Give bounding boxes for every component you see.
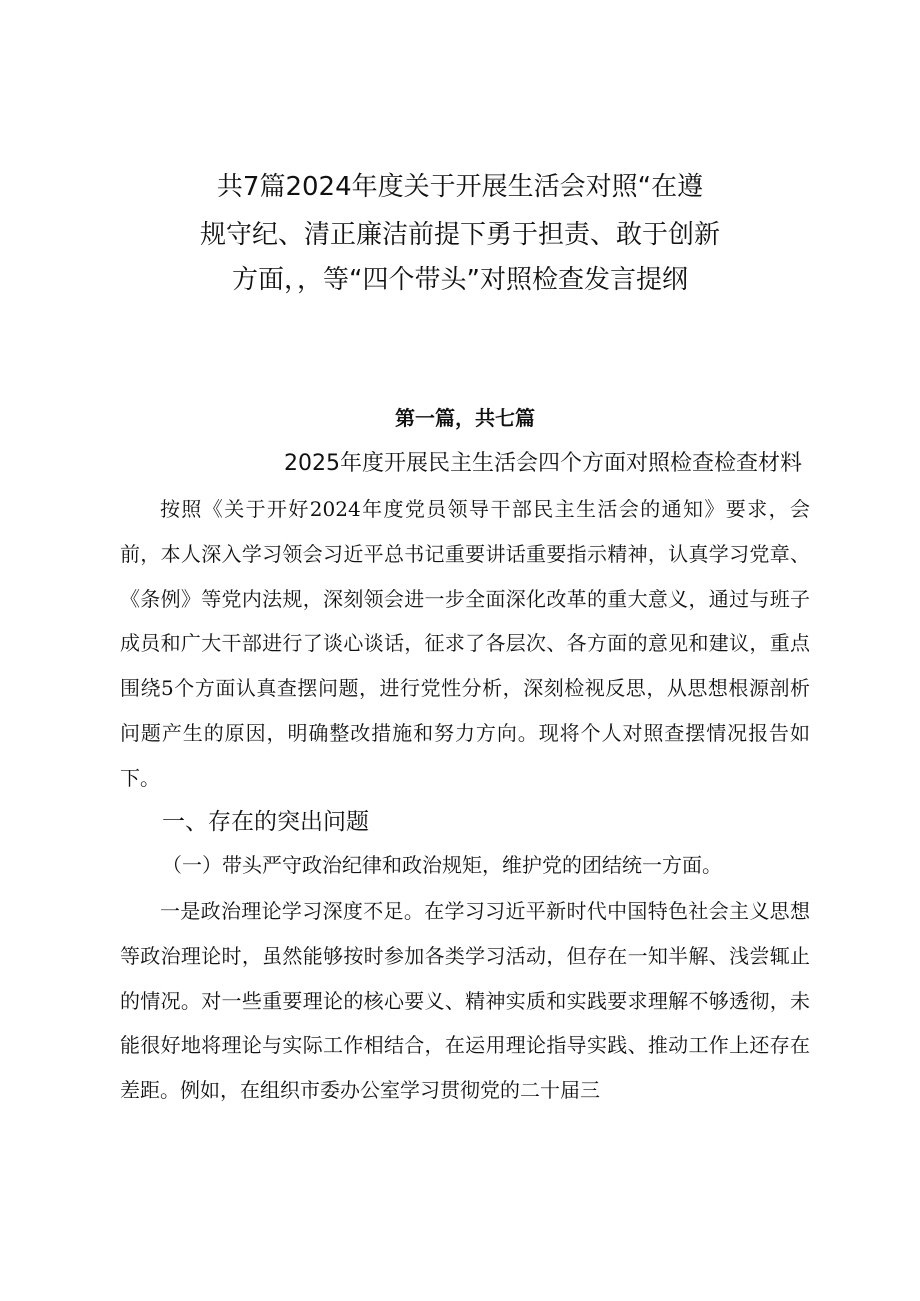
document-title-line-1: 共7篇2024年度关于开展生活会对照“在遵 [216,172,704,202]
document-title-line-3: 方面，，等“四个带头”对照检查发言提纲 [232,265,688,295]
section-heading: 一、存在的突出问题 [162,809,369,835]
document-title-line-2: 规守纪、清正廉洁前提下勇于担责、敢于创新 [199,220,720,250]
part-label: 第一篇，共七篇 [395,406,535,430]
subsection-heading: （一）带头严守政治纪律和政治规矩，维护党的团结统一方面。 [162,853,722,877]
item-paragraph: 一是政治理论学习深度不足。在学习习近平新时代中国特色社会主义思想等政治理论时，虽然能够按时参加各类学习活动，但存在一知半解、浅尝辄止的情况。对一些重要理论的核心要义、精神实质和实践要求理解不够透彻，未能很好地将理论与实际工作相结合，在运用理论指导实践、推动工作上还存在差距。例如，在组织市委办公室学习贯彻党的二十届三 [120,899,810,1103]
part-title: 2025年度开展民主生活会四个方面对照检查检查材料 [284,451,802,476]
intro-paragraph: 按照《关于开好2024年度党员领导干部民主生活会的通知》要求，会前，本人深入学习领会习近平总书记重要讲话重要指示精神，认真学习党章、《条例》等党内法规，深刻领会进一步全面深化改革的重大意义，通过与班子成员和广大干部进行了谈心谈话，征求了各层次、各方面的意见和建议，重点围绕5个方面认真查摆问题，进行党性分析，深刻检视反思，从思想根源剖析问题产生的原因，明确整改措施和努力方向。现将个人对照查摆情况报告如下。 [120,497,810,790]
